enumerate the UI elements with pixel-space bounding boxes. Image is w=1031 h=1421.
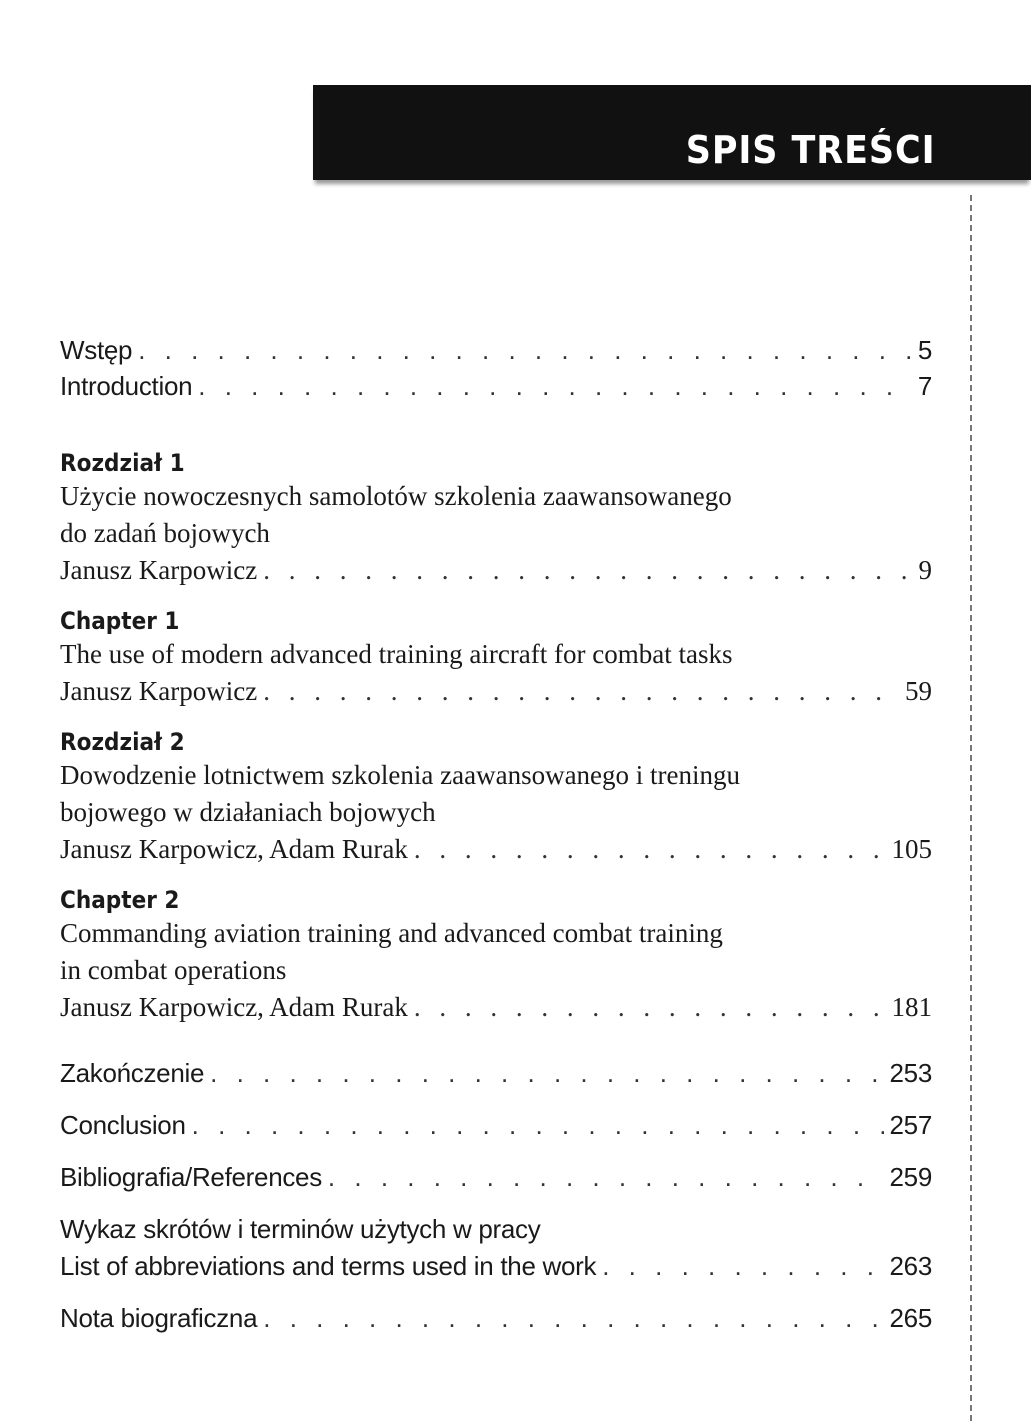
chapter-title-line: The use of modern advanced training aircraft for combat tasks [60,639,733,669]
entry-label-line: Wykaz skrótów i terminów użytych w pracy [60,1214,541,1244]
leader-dots [210,1055,883,1091]
page-number: 181 [891,992,932,1022]
leader-dots [263,1300,883,1336]
chapter-title-line: Użycie nowoczesnych samolotów szkolenia zaawansowanego [60,481,732,511]
entry-label: Zakończenie [60,1058,205,1088]
toc-entry-author[interactable] [60,552,932,588]
chapter-title-line: Dowodzenie lotnictwem szkolenia zaawansowanego i treningu [60,760,741,790]
chapter-heading: Rozdział 1 [60,449,185,477]
chapter-title-line: Commanding aviation training and advanced combat training [60,918,723,948]
toc-entry-bibliografia[interactable] [60,1159,932,1195]
chapter-heading: Rozdział 2 [60,728,185,756]
leader-dots [328,1159,884,1195]
chapter-title-line: bojowego w działaniach bojowych [60,797,436,827]
chapter-block-rozdzial-2 [60,727,932,867]
chapter-block-chapter-1 [60,606,932,709]
chapter-title-line: do zadań bojowych [60,518,270,548]
leader-dots [414,989,886,1025]
toc-entry-wstep[interactable] [60,332,932,368]
page-number: 257 [889,1110,932,1140]
page-number: 265 [889,1303,932,1333]
page-title: SPIS TREŚCI [685,128,935,172]
toc-entry-nota-biograficzna[interactable] [60,1300,932,1336]
entry-author: Janusz Karpowicz, Adam Rurak [60,992,408,1022]
toc-entry-wykaz[interactable] [60,1211,932,1284]
toc-entry-author[interactable] [60,989,932,1025]
page-number: 7 [917,371,932,401]
page-number: 5 [917,335,932,365]
toc-entry-introduction[interactable] [60,368,932,404]
leader-dots [263,673,899,709]
chapter-block-chapter-2 [60,885,932,1025]
leader-dots [414,831,886,867]
chapter-heading: Chapter 2 [60,886,180,914]
leader-dots [138,332,912,368]
leader-dots [192,1107,884,1143]
table-of-contents [60,332,932,1336]
entry-label: Nota biograficzna [60,1303,258,1333]
entry-label: Conclusion [60,1110,186,1140]
toc-entry-zakonczenie[interactable] [60,1055,932,1091]
entry-label: Bibliografia/References [60,1162,322,1192]
entry-author: Janusz Karpowicz, Adam Rurak [60,834,408,864]
entry-label: Introduction [60,371,193,401]
entry-author: Janusz Karpowicz [60,555,258,585]
leader-dots [602,1248,883,1284]
leader-dots [263,552,912,588]
entry-label: Wstęp [60,335,133,365]
page-number: 59 [905,676,932,706]
page-number: 105 [891,834,932,864]
page-number: 259 [889,1162,932,1192]
toc-entry-author[interactable] [60,831,932,867]
toc-entry-author[interactable] [60,673,932,709]
chapter-block-rozdzial-1 [60,448,932,588]
page-number: 9 [918,555,932,585]
chapter-heading: Chapter 1 [60,607,180,635]
page-number: 263 [889,1251,932,1281]
toc-entry-conclusion[interactable] [60,1107,932,1143]
entry-row [60,1248,932,1284]
entry-author: Janusz Karpowicz [60,676,258,706]
chapter-title-line: in combat operations [60,955,287,985]
entry-label-line: List of abbreviations and terms used in the work [60,1251,597,1281]
cut-line [970,195,972,1421]
page-number: 253 [889,1058,932,1088]
leader-dots [198,368,912,404]
